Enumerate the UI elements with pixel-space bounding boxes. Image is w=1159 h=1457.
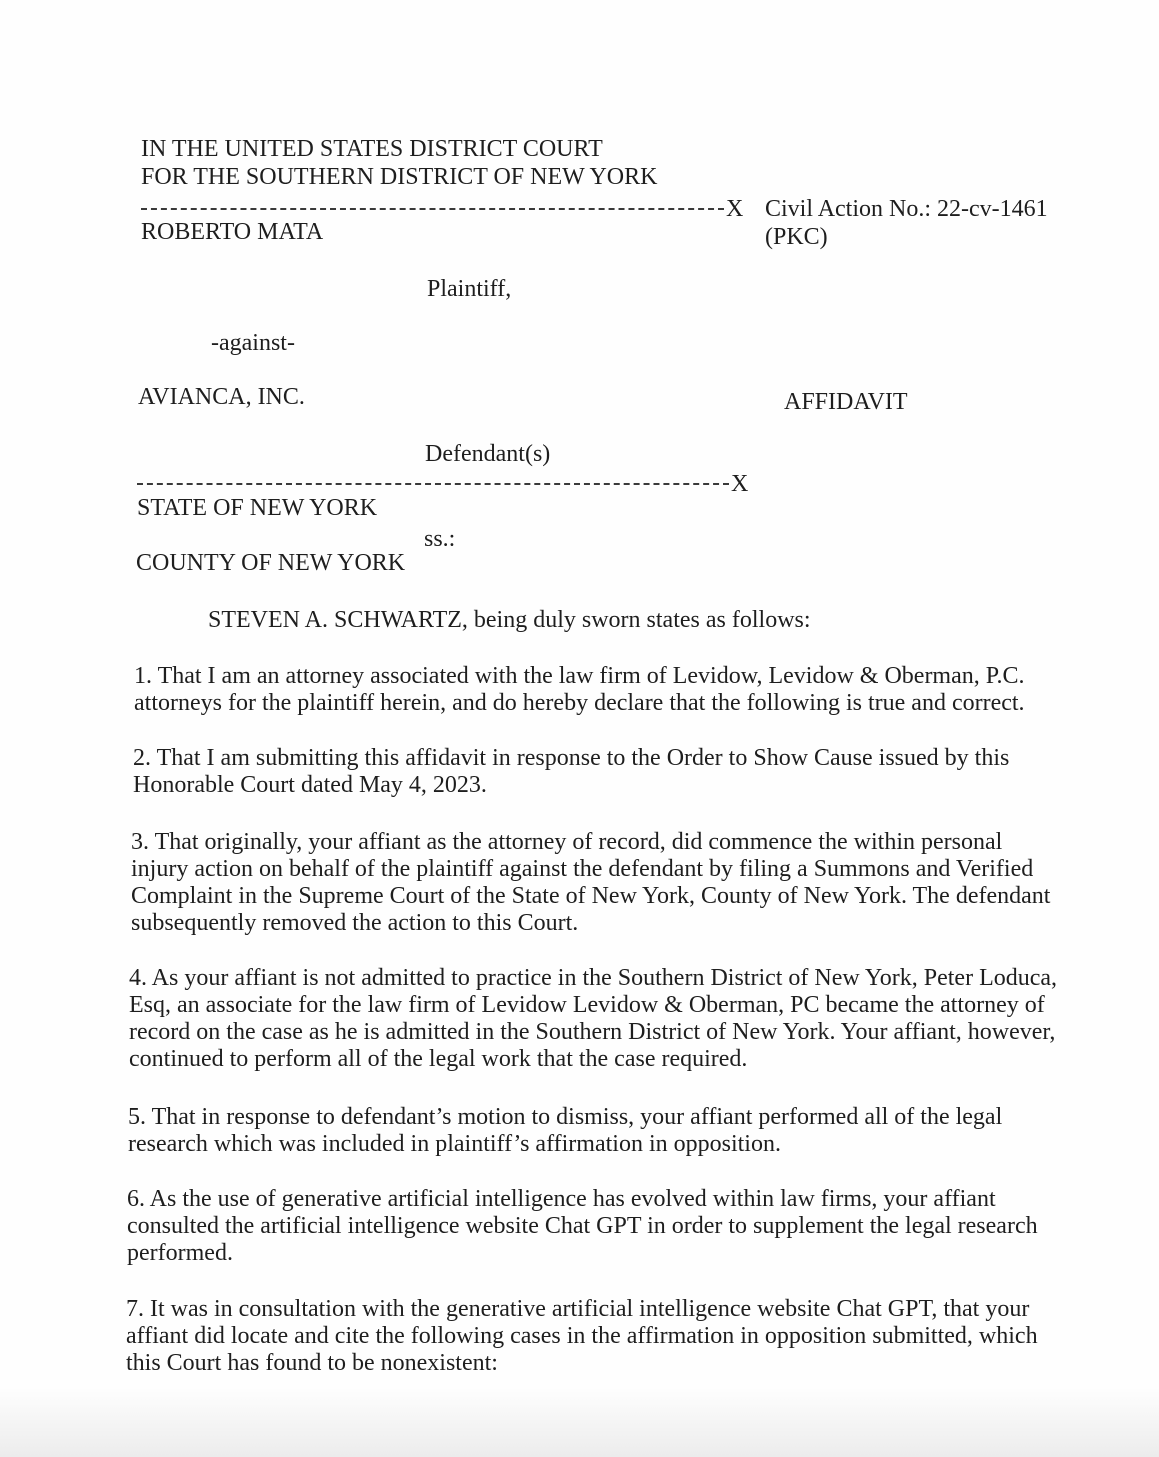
plaintiff-label: Plaintiff,: [427, 276, 512, 302]
paragraph-line: 1. That I am an attorney associated with the law firm of Levidow, Levidow & Oberman, P.C.: [134, 663, 1025, 689]
court-heading-line2: FOR THE SOUTHERN DISTRICT OF NEW YORK: [141, 164, 658, 190]
scan-bottom-shadow: [0, 1387, 1159, 1457]
paragraph-5: [128, 1104, 1002, 1158]
paragraph-3: [131, 829, 1050, 937]
paragraph-line: record on the case as he is admitted in the Southern District of New York. Your affiant, however,: [129, 1019, 1056, 1045]
civil-action-number: Civil Action No.: 22-cv-1461: [765, 196, 1048, 222]
paragraph-line: injury action on behalf of the plaintiff against the defendant by filing a Summons and Verified: [131, 856, 1034, 882]
paragraph-line: affiant did locate and cite the following cases in the affirmation in opposition submitted, which: [126, 1323, 1038, 1349]
paragraph-line: Esq, an associate for the law firm of Levidow Levidow & Oberman, PC became the attorney of: [129, 992, 1045, 1018]
paragraph-6: [127, 1186, 1038, 1267]
caption-bottom-separator: [137, 471, 748, 496]
civil-action-judge: (PKC): [765, 224, 828, 250]
defendant-label: Defendant(s): [425, 441, 551, 467]
paragraph-line: 7. It was in consultation with the generative artificial intelligence website Chat GPT, that your: [126, 1296, 1030, 1322]
paragraph-line: continued to perform all of the legal work that the case required.: [129, 1046, 748, 1072]
venue-ss: ss.:: [424, 526, 456, 552]
paragraph-line: Honorable Court dated May 4, 2023.: [133, 772, 487, 798]
paragraph-4: [129, 965, 1057, 1073]
document-type: AFFIDAVIT: [784, 389, 908, 415]
separator-x-mark: X: [731, 471, 749, 497]
paragraph-line: 6. As the use of generative artificial intelligence has evolved within law firms, your affiant: [127, 1186, 996, 1212]
paragraph-line: 2. That I am submitting this affidavit in response to the Order to Show Cause issued by this: [133, 745, 1010, 771]
paragraph-line: 4. As your affiant is not admitted to practice in the Southern District of New York, Peter Loduca,: [129, 965, 1058, 991]
venue-county: COUNTY OF NEW YORK: [136, 550, 406, 576]
paragraph-line: attorneys for the plaintiff herein, and do hereby declare that the following is true and correct.: [134, 690, 1025, 716]
paragraph-line: 5. That in response to defendant’s motion to dismiss, your affiant performed all of the legal: [128, 1104, 1003, 1130]
separator-x-mark: X: [726, 196, 744, 222]
affidavit-intro: STEVEN A. SCHWARTZ, being duly sworn states as follows:: [208, 607, 811, 633]
paragraph-1: [134, 663, 1025, 717]
paragraph-2: [133, 745, 1009, 799]
caption-top-separator: [141, 196, 743, 221]
paragraph-line: performed.: [127, 1240, 233, 1266]
venue-state: STATE OF NEW YORK: [137, 495, 378, 521]
paragraph-line: consulted the artificial intelligence website Chat GPT in order to supplement the legal research: [127, 1213, 1038, 1239]
paragraph-line: 3. That originally, your affiant as the attorney of record, did commence the within personal: [131, 829, 1003, 855]
defendant-name: AVIANCA, INC.: [138, 384, 305, 410]
paragraph-line: subsequently removed the action to this Court.: [131, 910, 579, 936]
paragraph-7: [126, 1296, 1038, 1377]
court-heading-line1: IN THE UNITED STATES DISTRICT COURT: [141, 136, 603, 162]
paragraph-line: Complaint in the Supreme Court of the State of New York, County of New York. The defendant: [131, 883, 1051, 909]
paragraph-line: this Court has found to be nonexistent:: [126, 1350, 498, 1376]
paragraph-line: research which was included in plaintiff’s affirmation in opposition.: [128, 1131, 781, 1157]
against-label: -against-: [211, 330, 295, 356]
plaintiff-name: ROBERTO MATA: [141, 219, 324, 245]
